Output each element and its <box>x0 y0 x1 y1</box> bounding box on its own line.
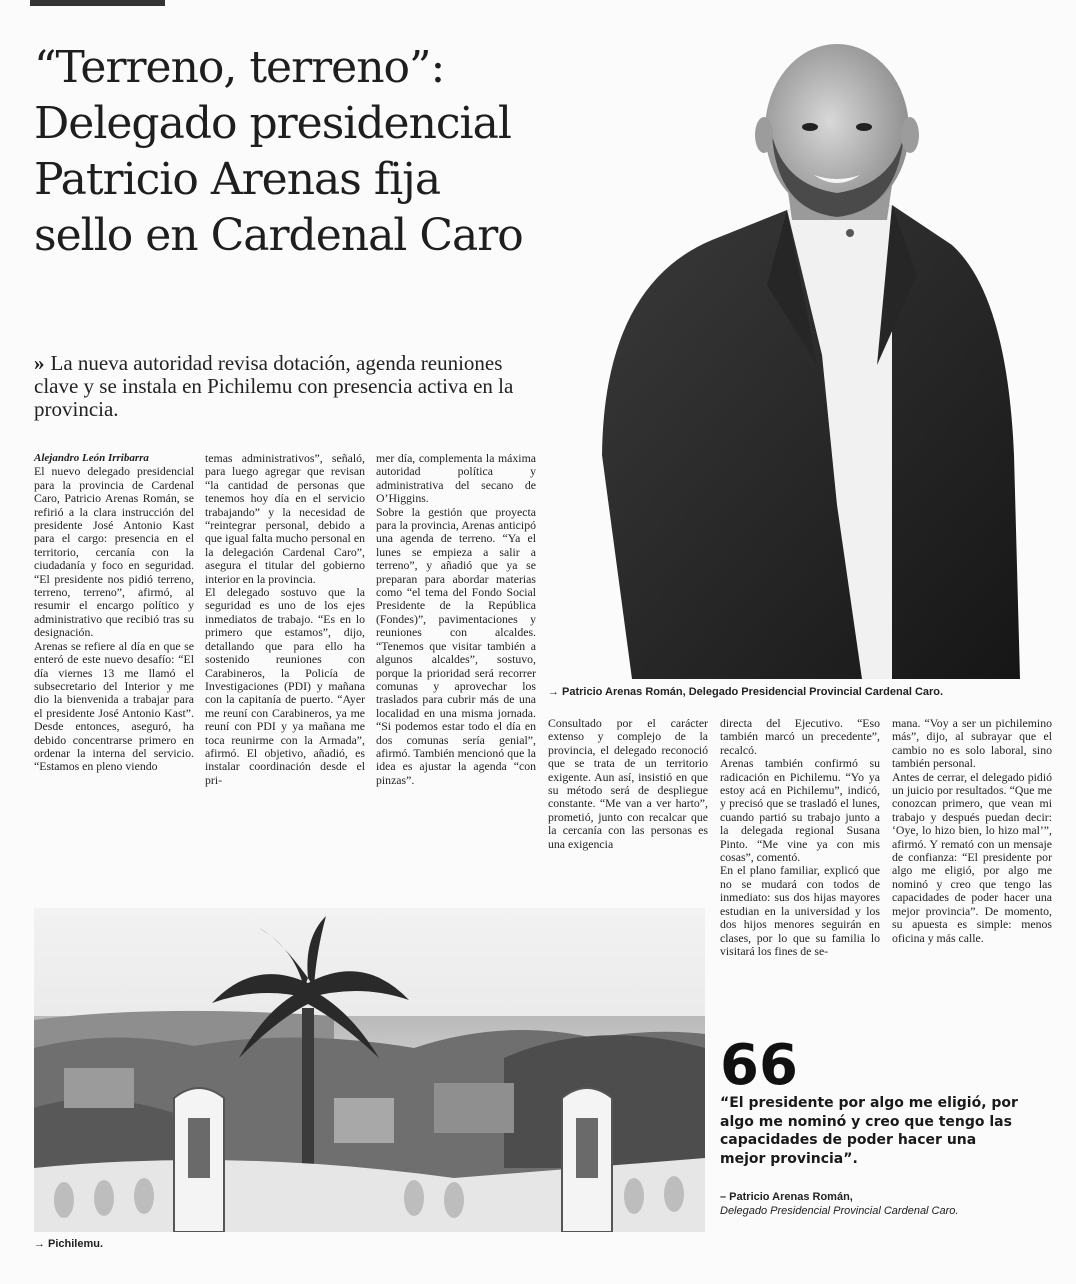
article-column-6 <box>892 717 1052 945</box>
headline-line-4: sello en Cardenal Caro <box>34 210 523 261</box>
column-2-paragraph-1: temas administrativos”, señaló, para luego agregar que revisan “la cantidad de personas que tenemos hoy día en el servicio trabajando” y la necesidad de “reintegrar personal, debido a que igual falta mucho personal en la delegación Cardenal Caro”, asegura el titular del gobierno interior en la provincia. <box>205 451 365 586</box>
column-6-paragraph-2: Antes de cerrar, el delegado pidió un juicio por resultados. “Que me conozcan primero, que vean mi trabajo y después puedan decir: ‘Oye, lo hizo bien, lo hizo mal’”, afirmó. Y remató con un mensaje de confianza: “El presidente por algo me eligió, por algo me nominó y creo que tengo las capacidades de poder hacer una mejor provincia”. De momento, su apuesta es simple: menos oficina y más calle. <box>892 769 1052 945</box>
caption-arrow-icon: → <box>34 1238 45 1250</box>
headline <box>34 40 554 264</box>
headline-line-1: “Terreno, terreno”: <box>34 42 445 93</box>
article-column-4 <box>548 717 708 851</box>
column-5-paragraph-3: En el plano familiar, explicó que no se mudará con todos de inmediato: sus dos hijas mayores estudian en la universidad y los dos hijos menores seguirán en clases, por lo que su familia lo visitará los fines de se- <box>720 863 880 958</box>
top-rule <box>30 0 165 6</box>
article-column-2 <box>205 452 365 787</box>
column-3-paragraph-1: mer día, complementa la máxima autoridad política y administrativa del secano de O’Higgins. <box>376 451 536 506</box>
deck-text: La nueva autoridad revisa dotación, agenda reuniones clave y se instala en Pichilemu con presencia activa en la provincia. <box>34 351 514 421</box>
caption-arrow-icon: → <box>548 686 559 698</box>
quote-mark-icon: 66 <box>720 1033 798 1098</box>
pull-quote-author: – Patricio Arenas Román, <box>720 1191 853 1203</box>
column-6-paragraph-1: mana. “Voy a ser un pichilemino más”, dijo, al subrayar que el cambio no es solo laboral, sino también personal. <box>892 716 1052 771</box>
headline-line-2: Delegado presidencial <box>34 98 511 149</box>
article-column-3 <box>376 452 536 787</box>
photo-caption-text: Pichilemu. <box>48 1238 104 1250</box>
column-1-paragraph-2: Arenas se refiere al día en que se enteró de este nuevo desafío: “El día viernes 13 me llamó el subsecretario del Interior y me dio la bienvenida a trabajar para el presidente José Antonio Kast”. Desde entonces, aseguró, ha debido concentrarse primero en ordenar la interna del servicio. “Estamos en pleno viendo <box>34 638 194 774</box>
portrait-caption <box>548 686 943 698</box>
photo-caption <box>34 1238 103 1250</box>
pull-quote-role: Delegado Presidencial Provincial Cardenal Caro. <box>720 1205 959 1217</box>
portrait-photo <box>592 35 1020 679</box>
article-column-1 <box>34 452 194 774</box>
deck <box>34 352 529 421</box>
column-3-paragraph-2: Sobre la gestión que proyecta para la provincia, Arenas anticipó una agenda de terreno. “Ya el lunes se empieza a salir a terreno”, y añadió que ya se preparan para abordar materias como “el tema del Fondo Social Presidente de la República (Fondes)”, pavimentaciones y reuniones con alcaldes. “Tenemos que visitar también a algunos alcaldes”, sostuvo, porque la prioridad será recorrer comunas y aprovechar los traslados para cubrir más de una localidad en una misma jornada. “Si podemos estar todo el día en dos comunas sería genial”, afirmó. También mencionó que la idea es ajustar la agenda “con pinzas”. <box>376 504 536 787</box>
column-2-paragraph-2: El delegado sostuvo que la seguridad es uno de los ejes inmediatos de trabajo. “Es en lo primero que estamos”, dijo, detallando que para ello ha sostenido reuniones con Carabineros, la Policía de Investigaciones (PDI) y mañana con la capitanía de puerto. “Ayer me reuní con Carabineros, ya me reuní con PDI y ya mañana me toca reunirme con la Armada”, afirmó. El objetivo, añadió, es instalar coordinación desde el pri- <box>205 585 365 787</box>
article-column-5 <box>720 717 880 958</box>
portrait-caption-text: Patricio Arenas Román, Delegado Presidencial Provincial Cardenal Caro. <box>562 686 944 698</box>
deck-marker: » <box>34 351 45 375</box>
pull-quote-text: “El presidente por algo me eligió, por algo me nominó y creo que tengo las capacidades de poder hacer una mejor provincia”. <box>720 1095 1018 1167</box>
column-5-paragraph-2: Arenas también confirmó su radicación en Pichilemu. “Yo ya estoy acá en Pichilemu”, indicó, y precisó que se trasladó el lunes, cuando partió su trabajo junto a la delegada regional Susana Pinto. “Me vine ya con mis cosas”, comentó. <box>720 756 880 865</box>
headline-line-3: Patricio Arenas fija <box>34 154 441 205</box>
byline: Alejandro León Irribarra <box>34 452 149 464</box>
pichilemu-photo <box>34 908 705 1232</box>
column-5-paragraph-1: directa del Ejecutivo. “Eso también marcó un precedente”, recalcó. <box>720 716 880 757</box>
pull-quote-attribution <box>720 1190 1020 1218</box>
column-1-paragraph-1: El nuevo delegado presidencial para la provincia de Cardenal Caro, Patricio Arenas Román, se refirió a la clara instrucción del presidente José Antonio Kast para el cargo: presencia en el territorio, cercanía con la ciudadanía y foco en seguridad. “El presidente nos pidió terreno, terreno, terreno”, afirmó, al resumir el encargo político y administrativo que recibió tras su designación. <box>34 464 194 640</box>
column-4-paragraph-1: Consultado por el carácter extenso y complejo de la provincia, el delegado reconoció que se trata de un territorio exigente. Aun así, insistió en que su método será de despliegue constante. “Me van a ver harto”, prometió, junto con recalcar que la cercanía con las personas es una exigencia <box>548 716 708 851</box>
